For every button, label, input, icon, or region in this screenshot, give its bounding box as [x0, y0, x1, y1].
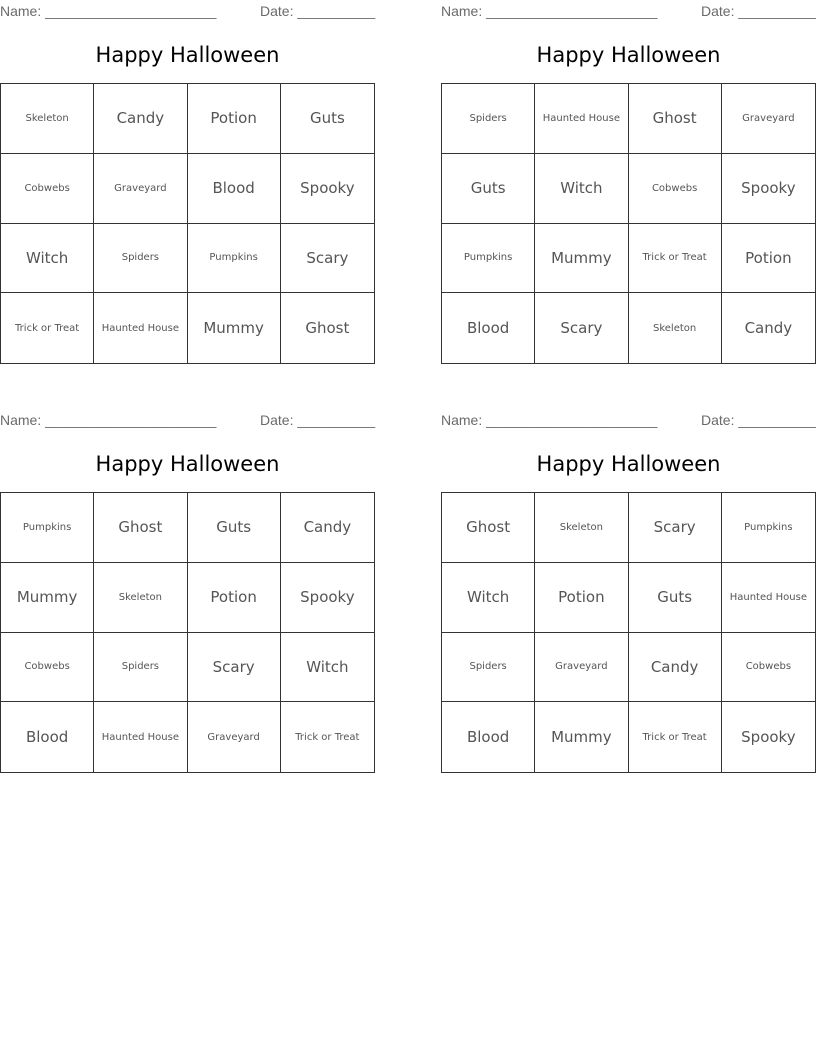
- bingo-cell: Haunted House: [94, 293, 187, 363]
- bingo-cell: Potion: [722, 224, 815, 294]
- bingo-cell: Candy: [629, 633, 722, 703]
- bingo-cell: Blood: [1, 702, 94, 772]
- bingo-cell: Trick or Treat: [629, 702, 722, 772]
- bingo-cell: Potion: [188, 563, 281, 633]
- date-field-label: Date: __________: [701, 3, 816, 19]
- bingo-cell: Cobwebs: [629, 154, 722, 224]
- bingo-cell: Scary: [188, 633, 281, 703]
- bingo-cell: Guts: [281, 84, 374, 154]
- bingo-cell: Witch: [1, 224, 94, 294]
- bingo-cell: Ghost: [94, 493, 187, 563]
- bingo-grid: [441, 83, 816, 364]
- bingo-cell: Skeleton: [629, 293, 722, 363]
- bingo-cell: Spiders: [94, 633, 187, 703]
- bingo-cell: Blood: [442, 293, 535, 363]
- bingo-cell: Pumpkins: [188, 224, 281, 294]
- bingo-card-2: [441, 0, 816, 365]
- card-title: Happy Halloween: [536, 452, 721, 476]
- bingo-cell: Potion: [535, 563, 628, 633]
- bingo-cell: Witch: [442, 563, 535, 633]
- bingo-cell: Guts: [442, 154, 535, 224]
- bingo-cell: Ghost: [629, 84, 722, 154]
- bingo-cell: Graveyard: [535, 633, 628, 703]
- bingo-cell: Haunted House: [722, 563, 815, 633]
- bingo-cell: Candy: [281, 493, 374, 563]
- date-field-label: Date: __________: [701, 412, 816, 428]
- bingo-cell: Graveyard: [188, 702, 281, 772]
- card-title: Happy Halloween: [536, 43, 721, 67]
- bingo-cell: Ghost: [442, 493, 535, 563]
- bingo-cell: Spiders: [442, 84, 535, 154]
- bingo-cell: Trick or Treat: [629, 224, 722, 294]
- bingo-cell: Cobwebs: [1, 633, 94, 703]
- name-field-label: Name: ______________________: [441, 3, 658, 19]
- bingo-cell: Scary: [281, 224, 374, 294]
- bingo-cell: Mummy: [188, 293, 281, 363]
- card-title: Happy Halloween: [95, 43, 280, 67]
- bingo-cell: Scary: [535, 293, 628, 363]
- card-title: Happy Halloween: [95, 452, 280, 476]
- bingo-cell: Spooky: [741, 728, 796, 747]
- bingo-cell: Blood: [442, 702, 535, 772]
- bingo-cell: Guts: [188, 493, 281, 563]
- bingo-cell: Witch: [535, 154, 628, 224]
- bingo-cell: Mummy: [535, 224, 628, 294]
- bingo-grid: [441, 492, 816, 773]
- bingo-cell: Trick or Treat: [295, 731, 360, 743]
- bingo-cell: Skeleton: [94, 563, 187, 633]
- bingo-cell: Spooky: [722, 154, 815, 224]
- bingo-grid: [0, 492, 375, 773]
- bingo-cell: Spooky: [281, 154, 374, 224]
- bingo-cell: Potion: [188, 84, 281, 154]
- date-field-label: Date: __________: [260, 412, 376, 428]
- bingo-cell: Mummy: [535, 702, 628, 772]
- date-field-label: Date: __________: [260, 3, 376, 19]
- bingo-grid: [0, 83, 375, 364]
- bingo-cell: Pumpkins: [722, 493, 815, 563]
- bingo-cell: Haunted House: [535, 84, 628, 154]
- bingo-cell: Graveyard: [722, 84, 815, 154]
- bingo-cell: Scary: [629, 493, 722, 563]
- bingo-cell: Ghost: [305, 319, 350, 338]
- bingo-cell: Spooky: [281, 563, 374, 633]
- name-field-label: Name: ______________________: [0, 3, 217, 19]
- bingo-cell: Skeleton: [1, 84, 94, 154]
- bingo-cell: Cobwebs: [1, 154, 94, 224]
- bingo-card-1: [0, 0, 375, 365]
- bingo-cell: Candy: [744, 319, 793, 338]
- name-field-label: Name: ______________________: [441, 412, 658, 428]
- bingo-cell: Guts: [629, 563, 722, 633]
- bingo-cell: Spiders: [442, 633, 535, 703]
- bingo-cell: Candy: [94, 84, 187, 154]
- bingo-cell: Graveyard: [94, 154, 187, 224]
- bingo-cell: Pumpkins: [442, 224, 535, 294]
- bingo-card-3: [0, 409, 375, 774]
- bingo-cell: Haunted House: [94, 702, 187, 772]
- bingo-cell: Cobwebs: [722, 633, 815, 703]
- bingo-cell: Spiders: [94, 224, 187, 294]
- bingo-card-4: [441, 409, 816, 774]
- bingo-cell: Trick or Treat: [1, 293, 94, 363]
- bingo-cell: Mummy: [1, 563, 94, 633]
- bingo-cell: Pumpkins: [1, 493, 94, 563]
- name-field-label: Name: ______________________: [0, 412, 217, 428]
- bingo-cell: Witch: [281, 633, 374, 703]
- bingo-cell: Skeleton: [535, 493, 628, 563]
- bingo-cell: Blood: [188, 154, 281, 224]
